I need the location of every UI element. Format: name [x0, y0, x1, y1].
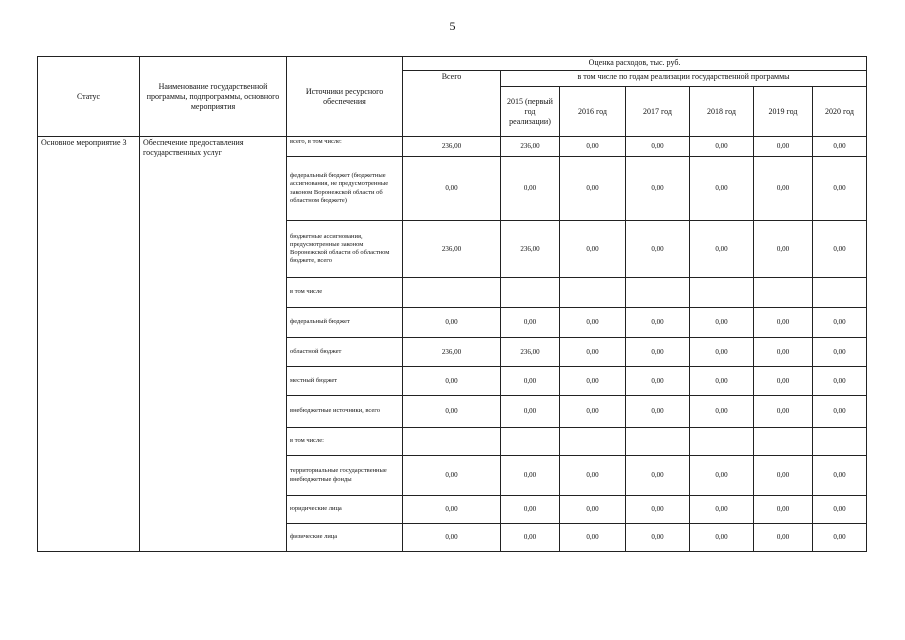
source-cell: областной бюджет — [287, 338, 403, 367]
value-cell: 0,00 — [560, 396, 626, 428]
value-cell — [560, 278, 626, 308]
header-year: 2018 год — [690, 87, 754, 137]
value-cell: 236,00 — [501, 221, 560, 278]
total-cell: 0,00 — [403, 396, 501, 428]
value-cell: 0,00 — [754, 396, 813, 428]
header-year: 2016 год — [560, 87, 626, 137]
status-cell: Основное мероприятие 3 — [38, 137, 140, 552]
source-cell: в том числе — [287, 278, 403, 308]
source-cell: федеральный бюджет (бюджетные ассигнования, не предусмотренные законом Воронежской области об областном бюджете) — [287, 157, 403, 221]
value-cell: 0,00 — [690, 221, 754, 278]
value-cell: 0,00 — [754, 524, 813, 552]
source-cell: федеральный бюджет — [287, 308, 403, 338]
value-cell: 0,00 — [501, 157, 560, 221]
value-cell — [626, 278, 690, 308]
value-cell: 0,00 — [501, 308, 560, 338]
value-cell: 0,00 — [501, 367, 560, 396]
header-year: 2019 год — [754, 87, 813, 137]
value-cell: 0,00 — [626, 396, 690, 428]
value-cell: 0,00 — [626, 137, 690, 157]
value-cell — [754, 278, 813, 308]
source-cell: бюджетные ассигнования, предусмотренные законом Воронежской области об областном бюджете, всего — [287, 221, 403, 278]
value-cell: 0,00 — [690, 308, 754, 338]
value-cell: 0,00 — [690, 524, 754, 552]
header-year: 2020 год — [813, 87, 867, 137]
value-cell: 0,00 — [560, 496, 626, 524]
header-year: 2017 год — [626, 87, 690, 137]
value-cell: 0,00 — [813, 157, 867, 221]
value-cell — [690, 428, 754, 456]
source-cell: юридические лица — [287, 496, 403, 524]
value-cell: 0,00 — [754, 308, 813, 338]
total-cell: 0,00 — [403, 367, 501, 396]
value-cell: 0,00 — [690, 338, 754, 367]
total-cell: 0,00 — [403, 308, 501, 338]
value-cell: 0,00 — [813, 396, 867, 428]
name-cell: Обеспечение предоставления государственных услуг — [140, 137, 287, 552]
value-cell: 0,00 — [626, 456, 690, 496]
source-cell: местный бюджет — [287, 367, 403, 396]
value-cell: 0,00 — [754, 367, 813, 396]
value-cell: 0,00 — [813, 221, 867, 278]
value-cell: 0,00 — [560, 456, 626, 496]
value-cell: 0,00 — [813, 137, 867, 157]
value-cell: 0,00 — [754, 456, 813, 496]
value-cell: 0,00 — [501, 496, 560, 524]
header-status: Статус — [38, 57, 140, 137]
budget-table — [37, 56, 867, 552]
value-cell — [501, 278, 560, 308]
value-cell: 0,00 — [690, 396, 754, 428]
total-cell — [403, 428, 501, 456]
value-cell: 0,00 — [560, 157, 626, 221]
source-cell: территориальные государственные внебюджетные фонды — [287, 456, 403, 496]
page-number: 5 — [449, 19, 456, 33]
value-cell: 0,00 — [754, 157, 813, 221]
source-cell: в том числе: — [287, 428, 403, 456]
value-cell — [501, 428, 560, 456]
total-cell — [403, 278, 501, 308]
value-cell: 0,00 — [626, 157, 690, 221]
value-cell: 0,00 — [626, 496, 690, 524]
value-cell: 0,00 — [690, 367, 754, 396]
value-cell: 236,00 — [501, 137, 560, 157]
value-cell: 0,00 — [690, 496, 754, 524]
total-cell: 0,00 — [403, 157, 501, 221]
value-cell — [813, 428, 867, 456]
value-cell: 0,00 — [560, 137, 626, 157]
value-cell: 0,00 — [626, 308, 690, 338]
value-cell: 0,00 — [754, 338, 813, 367]
value-cell: 0,00 — [560, 338, 626, 367]
header-total: Всего — [403, 71, 501, 137]
value-cell: 0,00 — [626, 221, 690, 278]
total-cell: 0,00 — [403, 496, 501, 524]
value-cell: 0,00 — [690, 157, 754, 221]
value-cell: 0,00 — [813, 496, 867, 524]
value-cell: 0,00 — [626, 367, 690, 396]
value-cell — [690, 278, 754, 308]
header-year: 2015 (первый год реализации) — [501, 87, 560, 137]
value-cell: 0,00 — [626, 338, 690, 367]
header-name: Наименование государственной программы, подпрограммы, основного мероприятия — [140, 57, 287, 137]
value-cell — [626, 428, 690, 456]
source-cell: внебюджетные источники, всего — [287, 396, 403, 428]
source-cell: всего, в том числе: — [287, 137, 403, 157]
header-sources: Источники ресурсного обеспечения — [287, 57, 403, 137]
total-cell: 0,00 — [403, 524, 501, 552]
value-cell: 0,00 — [813, 338, 867, 367]
value-cell: 0,00 — [754, 137, 813, 157]
total-cell: 236,00 — [403, 137, 501, 157]
value-cell: 0,00 — [690, 137, 754, 157]
value-cell: 0,00 — [626, 524, 690, 552]
header-by-years: в том числе по годам реализации государственной программы — [501, 71, 867, 87]
value-cell: 0,00 — [560, 367, 626, 396]
value-cell: 0,00 — [754, 221, 813, 278]
total-cell: 0,00 — [403, 456, 501, 496]
value-cell: 0,00 — [813, 524, 867, 552]
value-cell: 0,00 — [754, 496, 813, 524]
value-cell: 236,00 — [501, 338, 560, 367]
value-cell — [560, 428, 626, 456]
source-cell: физические лица — [287, 524, 403, 552]
total-cell: 236,00 — [403, 338, 501, 367]
value-cell: 0,00 — [690, 456, 754, 496]
value-cell: 0,00 — [560, 524, 626, 552]
value-cell: 0,00 — [501, 456, 560, 496]
value-cell: 0,00 — [560, 221, 626, 278]
value-cell: 0,00 — [501, 396, 560, 428]
value-cell: 0,00 — [813, 367, 867, 396]
value-cell: 0,00 — [560, 308, 626, 338]
total-cell: 236,00 — [403, 221, 501, 278]
value-cell — [754, 428, 813, 456]
value-cell: 0,00 — [813, 308, 867, 338]
value-cell: 0,00 — [501, 524, 560, 552]
value-cell: 0,00 — [813, 456, 867, 496]
value-cell — [813, 278, 867, 308]
header-estimate: Оценка расходов, тыс. руб. — [403, 57, 867, 71]
